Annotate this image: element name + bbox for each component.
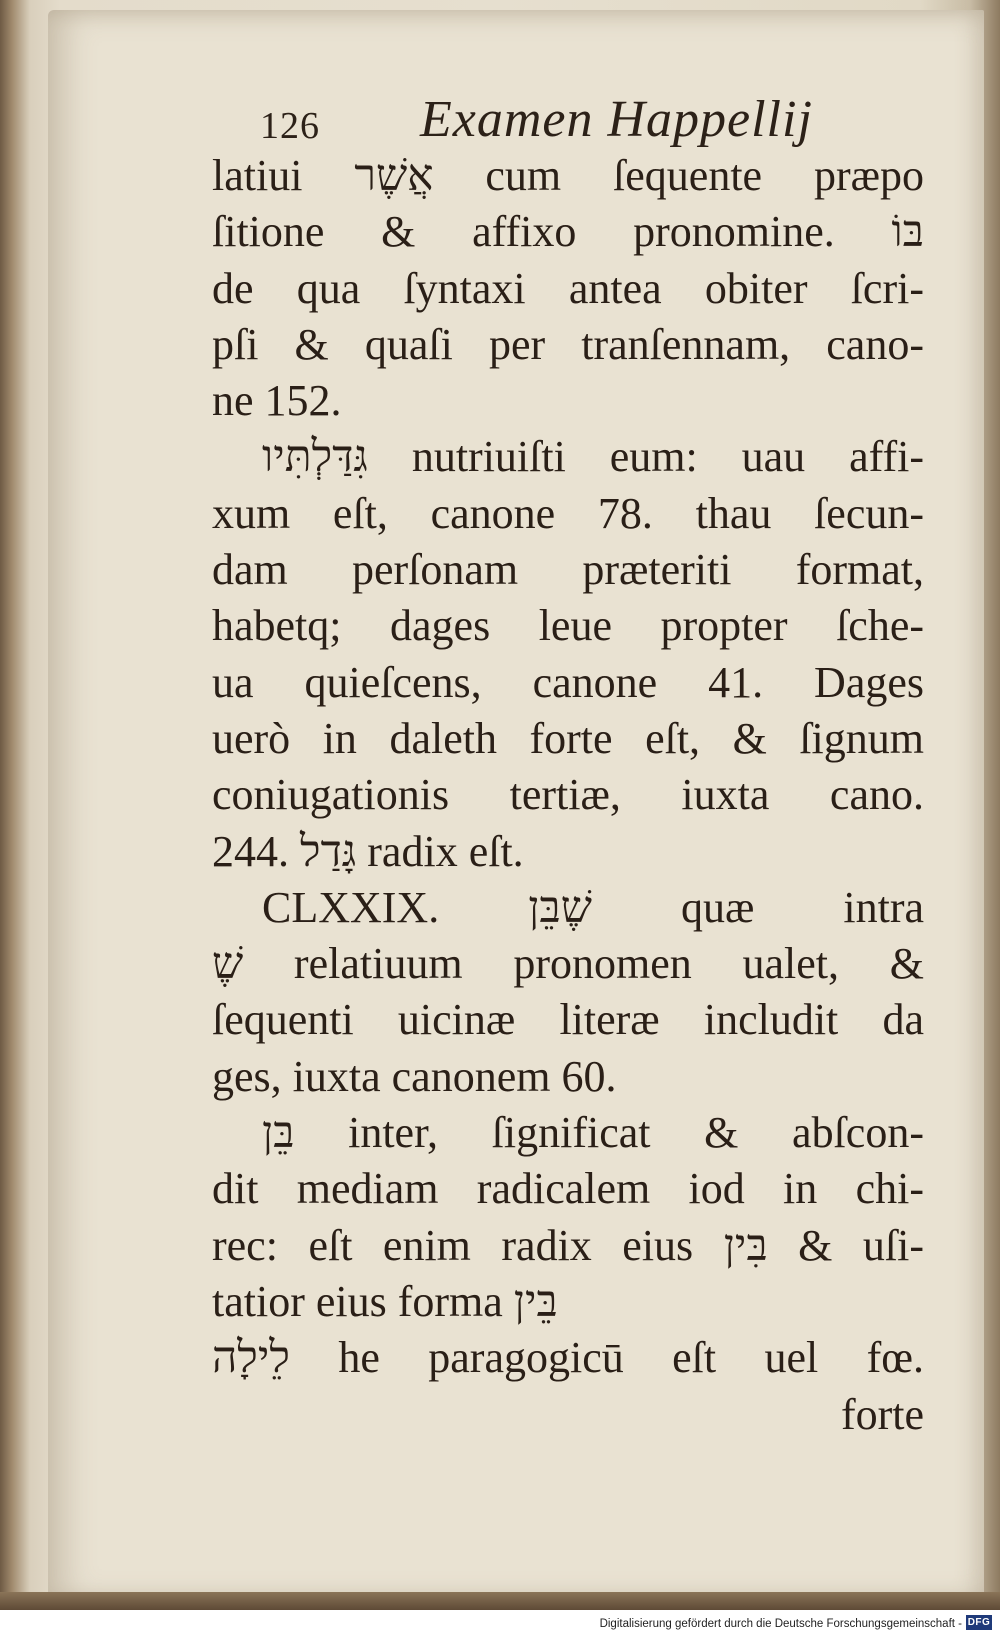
section-heading-line: CLXXIX. שֶׁבֵּן quæ intra [262, 882, 924, 932]
text-line: dit mediam radicalem iod in chi‑ [212, 1164, 924, 1214]
text-line: rec: eſt enim radix eius בִּין & uſi‑ [212, 1220, 924, 1270]
digitization-credit: Digitalisierung gefördert durch die Deutsche Forschungsgemeinschaft - [599, 1618, 962, 1630]
text-line: latiui אֲשֶׁר cum ſequente præpo [212, 151, 924, 200]
text-line: גִּדַּלְתִּיו nutriuiſti eum: uau affi‑ [262, 432, 924, 482]
text-line: tatior eius forma בֵּין [212, 1276, 558, 1326]
book-bottom-edge [0, 1592, 1000, 1610]
text-line: habetq; dages leue propter ſche‑ [212, 601, 924, 651]
text-line: dam perſonam præteriti format, [212, 545, 924, 595]
text-line: 244. גָּדַל radix eſt. [212, 826, 524, 876]
page-header [260, 86, 860, 156]
text-line: לֵילָה he paragogicū eſt uel fœ. [212, 1333, 924, 1383]
dfg-logo: DFG [967, 1617, 991, 1628]
text-line: pſi & quaſi per tranſennam, cano‑ [212, 319, 924, 369]
text-line: ſitione & affixo pronomine. בּוֹ [212, 207, 924, 257]
text-line: ſequenti uicinæ literæ includit da [212, 995, 924, 1045]
text-line: בֵּן inter, ſignificat & abſcon‑ [262, 1108, 924, 1158]
text-line: ne 152. [212, 376, 342, 426]
running-title: Examen Happellij [420, 91, 813, 148]
catchword: forte [840, 1389, 924, 1439]
body-text [212, 148, 924, 1443]
text-line: de qua ſyntaxi antea obiter ſcri‑ [212, 263, 924, 313]
text-line: שֶׁ relatiuum pronomen ualet, & [212, 939, 924, 989]
text-line: ges, iuxta canonem 60. [212, 1051, 617, 1101]
text-line: coniugationis tertiæ, iuxta cano. [212, 770, 924, 820]
text-line: uerò in daleth forte eſt, & ſignum [212, 713, 924, 763]
text-line: ua quieſcens, canone 41. Dages [212, 657, 924, 707]
text-line: xum eſt, canone 78. thau ſecun‑ [212, 488, 924, 538]
page-number: 126 [260, 105, 320, 147]
